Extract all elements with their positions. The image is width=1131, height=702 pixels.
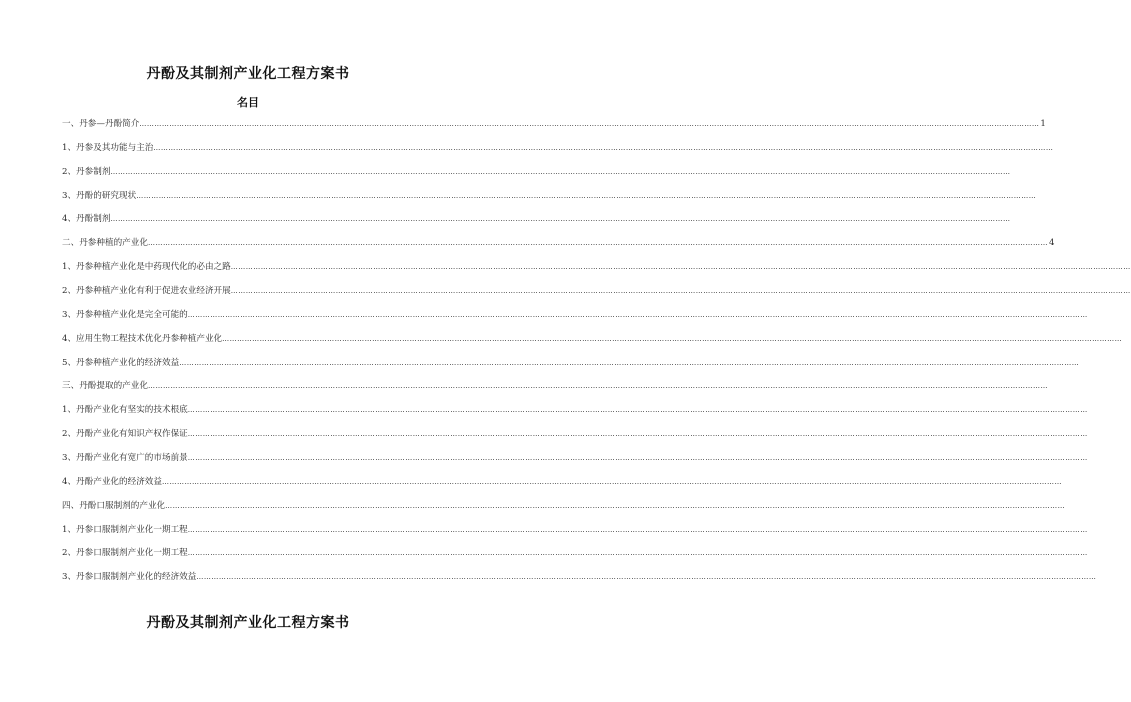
toc-entry[interactable] xyxy=(62,189,1037,203)
toc-entry-label: 1、丹参种植产业化是中药现代化的必由之路 xyxy=(62,262,231,273)
toc-entry-label: 四、丹酚口服制剂的产业化 xyxy=(62,500,166,511)
toc-dot-leader: ……………………………………………………………………………………………………………………………………………………………………………………………………………………………………………………………………………………………………………………………… xyxy=(230,263,1131,272)
toc-dot-leader: ……………………………………………………………………………………………………………………………………………………………………………………………………………………………………………………………………………………………………………………………… xyxy=(187,406,1088,415)
toc-dot-leader: ……………………………………………………………………………………………………………………………………………………………………………………………………………………………………………………………………………………………………………………………… xyxy=(147,382,1048,391)
toc-entry[interactable] xyxy=(62,356,1080,370)
toc-entry[interactable] xyxy=(62,475,1062,489)
toc-entry-label: 二、丹参种植的产业化 xyxy=(62,238,148,249)
toc-entry[interactable] xyxy=(62,117,1046,131)
toc-entry-label: 3、丹参种植产业化是完全可能的 xyxy=(62,309,188,320)
toc-dot-leader: ……………………………………………………………………………………………………………………………………………………………………………………………………………………………………………………………………………………………………………………………… xyxy=(179,358,1080,367)
toc-entry-label: 2、丹参制剂 xyxy=(62,166,111,177)
document-title-repeat: 丹酚及其制剂产业化工程方案书 xyxy=(146,615,350,631)
toc-page-number: 4 xyxy=(1048,238,1055,249)
toc-dot-leader: ……………………………………………………………………………………………………………………………………………………………………………………………………………………………………………………………………………………………………………………………… xyxy=(162,477,1062,486)
toc-dot-leader: ……………………………………………………………………………………………………………………………………………………………………………………………………………………………………………………………………………………………………………………………… xyxy=(222,334,1123,343)
toc-dot-leader: ……………………………………………………………………………………………………………………………………………………………………………………………………………………………………………………………………………………………………………………………… xyxy=(196,573,1097,582)
toc-entry[interactable] xyxy=(62,212,1011,226)
toc-entry[interactable] xyxy=(62,332,1123,346)
toc-dot-leader: ……………………………………………………………………………………………………………………………………………………………………………………………………………………………………………………………………………………………………………………………… xyxy=(187,549,1088,558)
toc-entry[interactable] xyxy=(62,427,1088,441)
toc-dot-leader: ……………………………………………………………………………………………………………………………………………………………………………………………………………………………………………………………………………………………………………………………… xyxy=(136,191,1037,200)
toc-entry-label: 3、丹酚产业化有宽广的市场前景 xyxy=(62,452,188,463)
toc-dot-leader: ……………………………………………………………………………………………………………………………………………………………………………………………………………………………………………………………………………………………………………………………… xyxy=(187,430,1088,439)
toc-entry[interactable] xyxy=(62,570,1097,584)
toc-dot-leader: ……………………………………………………………………………………………………………………………………………………………………………………………………………………………………………………………………………………………………………………………… xyxy=(187,310,1088,319)
toc-entry-label: 5、丹参种植产业化的经济效益 xyxy=(62,357,180,368)
toc-entry[interactable] xyxy=(62,308,1088,322)
toc-dot-leader: ……………………………………………………………………………………………………………………………………………………………………………………………………………………………………………………………………………………………………………………………… xyxy=(110,167,1011,176)
toc-dot-leader: ……………………………………………………………………………………………………………………………………………………………………………………………………………………………………………………………………………………………………………………………… xyxy=(187,525,1088,534)
toc-entry-label: 3、丹酚的研究现状 xyxy=(62,190,137,201)
toc-entry-label: 三、丹酚提取的产业化 xyxy=(62,381,148,392)
toc-entry-label: 一、丹参—丹酚简介 xyxy=(62,119,140,129)
toc-page-number: 1 xyxy=(1040,119,1046,129)
toc-entry[interactable] xyxy=(62,165,1011,179)
toc-entry[interactable] xyxy=(62,379,1048,393)
toc-dot-leader: ……………………………………………………………………………………………………………………………………………………………………………………………………………………………………………………………………………………………………………………………… xyxy=(165,501,1066,510)
toc-entry[interactable] xyxy=(62,523,1088,537)
toc-entry[interactable] xyxy=(62,141,1054,155)
toc-entry-label: 2、丹参口服制剂产业化一期工程 xyxy=(62,548,188,559)
document-title: 丹酚及其制剂产业化工程方案书 xyxy=(146,66,350,82)
toc-entry[interactable] xyxy=(62,260,1131,274)
toc-entry-label: 3、丹参口服制剂产业化的经济效益 xyxy=(62,572,197,583)
toc-heading: 名目 xyxy=(237,96,259,109)
toc-dot-leader: ……………………………………………………………………………………………………………………………………………………………………………………………………………………………………………………………………………………………………………………………… xyxy=(147,239,1048,248)
toc-dot-leader: ……………………………………………………………………………………………………………………………………………………………………………………………………………………………………………………………………………………………………………………………… xyxy=(230,287,1131,295)
toc-entry[interactable] xyxy=(62,451,1088,465)
toc-entry[interactable] xyxy=(62,236,1055,250)
toc-dot-leader: ……………………………………………………………………………………………………………………………………………………………………………………………………………………………………………………………………………………………………………………………… xyxy=(139,120,1040,128)
toc-entry[interactable] xyxy=(62,403,1088,417)
toc-entry-label: 4、丹酚产业化的经济效益 xyxy=(62,476,162,487)
toc-entry[interactable] xyxy=(62,546,1088,560)
toc-entry[interactable] xyxy=(62,284,1131,298)
toc-dot-leader: ……………………………………………………………………………………………………………………………………………………………………………………………………………………………………………………………………………………………………………………………… xyxy=(187,453,1088,462)
toc-dot-leader: ……………………………………………………………………………………………………………………………………………………………………………………………………………………………………………………………………………………………………………………………… xyxy=(110,215,1011,224)
toc-entry-label: 1、丹酚产业化有坚实的技术根底 xyxy=(62,405,188,416)
toc-entry-label: 4、丹酚制剂 xyxy=(62,214,111,225)
toc-entry-label: 1、丹参口服制剂产业化一期工程 xyxy=(62,524,188,535)
toc-entry-label: 4、应用生物工程技术优化丹参种植产业化 xyxy=(62,333,223,344)
toc-dot-leader: ……………………………………………………………………………………………………………………………………………………………………………………………………………………………………………………………………………………………………………………………… xyxy=(153,143,1054,152)
toc-entry-label: 1、丹参及其功能与主治 xyxy=(62,142,154,153)
toc-entry[interactable] xyxy=(62,499,1066,513)
toc-entry-label: 2、丹酚产业化有知识产权作保证 xyxy=(62,429,188,440)
toc-entry-label: 2、丹参种植产业化有利于促进农业经济开展 xyxy=(62,286,231,296)
